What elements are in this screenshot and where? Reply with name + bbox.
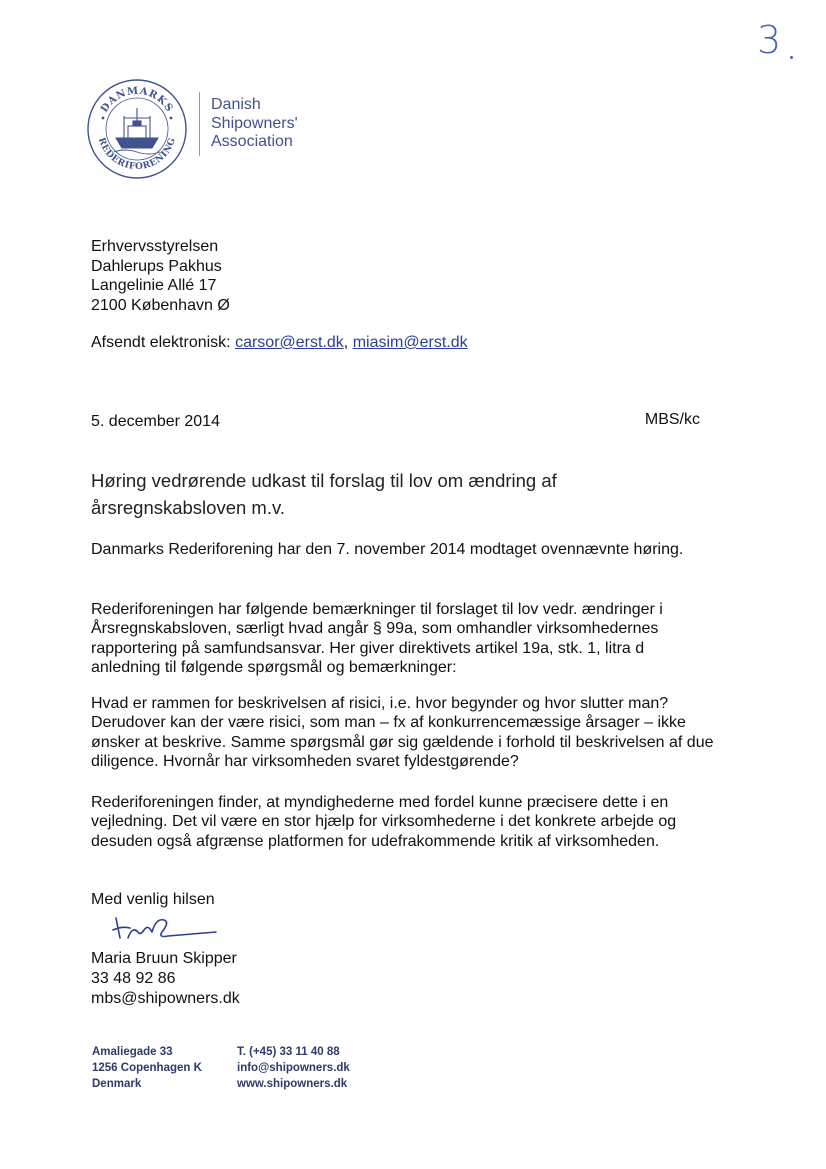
page-number: 3 (757, 18, 782, 62)
ship-icon (114, 108, 160, 154)
logo-divider (199, 92, 200, 156)
body-paragraph-4: Rederiforeningen finder, at myndighederne med fordel kunne præcisere dette i en vejledning. Det vil være en stor hjælp for virksomhederne i det konkrete arbejde og desuden også afgrænse platformen for udefrakommende kritik af virksomheden. (91, 794, 677, 850)
footer-address-line: Amaliegade 33 (92, 1046, 173, 1058)
footer-email: info@shipowners.dk (237, 1062, 350, 1074)
signer-phone: 33 48 92 86 (91, 969, 176, 987)
email-link-miasim[interactable]: miasim@erst.dk (352, 334, 468, 351)
signer-block (91, 949, 240, 1008)
page-number-dot (790, 56, 793, 59)
signer-name: Maria Bruun Skipper (91, 950, 237, 967)
logo-name-line-3: Association (211, 133, 293, 150)
recipient-line: 2100 København Ø (91, 296, 230, 314)
footer-contact (237, 1044, 350, 1092)
recipient-line: Dahlerups Pakhus (91, 257, 222, 275)
footer-address-line: 1256 Copenhagen K (92, 1062, 202, 1074)
email-separator: , (343, 334, 349, 351)
recipient-address (91, 237, 230, 315)
footer-phone: T. (+45) 33 11 40 88 (237, 1046, 340, 1058)
letter-date: 5. december 2014 (91, 413, 220, 430)
email-link-carsor[interactable]: carsor@erst.dk (235, 334, 344, 351)
footer-address (92, 1044, 202, 1092)
signer-email: mbs@shipowners.dk (91, 989, 240, 1007)
recipient-line: Langelinie Allé 17 (91, 277, 217, 295)
logo-name-line-2: Shipowners' (211, 114, 298, 132)
recipient-line: Erhvervsstyrelsen (91, 238, 219, 255)
letter-subject: Høring vedrørende udkast til forslag til lov om ændring af årsregnskabsloven m.v. (91, 470, 557, 518)
reference-code: MBS/kc (644, 411, 700, 428)
body-paragraph-3: Hvad er rammen for beskrivelsen af risici, i.e. hvor begynder og hvor slutter man? Derudover kan der være risici, som man – fx af konkurrencemæssige årsager – ikke ønsker at beskrive. Samme spørgsmål gør sig gældende i forhold til beskrivelsen af due diligence. Hvornår har virksomheden svaret fyldestgørende? (91, 695, 714, 771)
footer-website: www.shipowners.dk (237, 1078, 348, 1090)
seal-text-bottom: REDERIFORENING (95, 136, 179, 173)
sent-label: Afsendt elektronisk: (91, 334, 231, 351)
shipowners-seal-logo (86, 78, 188, 180)
logo-name (211, 96, 298, 152)
sent-electronically-line (91, 334, 468, 352)
logo-name-line-1: Danish (211, 96, 261, 113)
seal-text-top: DANMARKS (99, 85, 175, 115)
footer-address-line: Denmark (92, 1078, 142, 1090)
body-paragraph-1: Danmarks Rederiforening har den 7. november 2014 modtaget ovennævnte høring. (91, 541, 684, 558)
closing-greeting: Med venlig hilsen (91, 891, 215, 908)
handwritten-signature (110, 908, 220, 944)
body-paragraph-2: Rederiforeningen har følgende bemærkninger til forslaget til lov vedr. ændringer i Årsregnskabsloven, særligt hvad angår § 99a, som omhandler virksomhedernes rapportering på samfundsansvar. Her giver direktivets artikel 19a, stk. 1, litra d anledning til følgende spørgsmål og bemærkninger: (91, 601, 663, 677)
